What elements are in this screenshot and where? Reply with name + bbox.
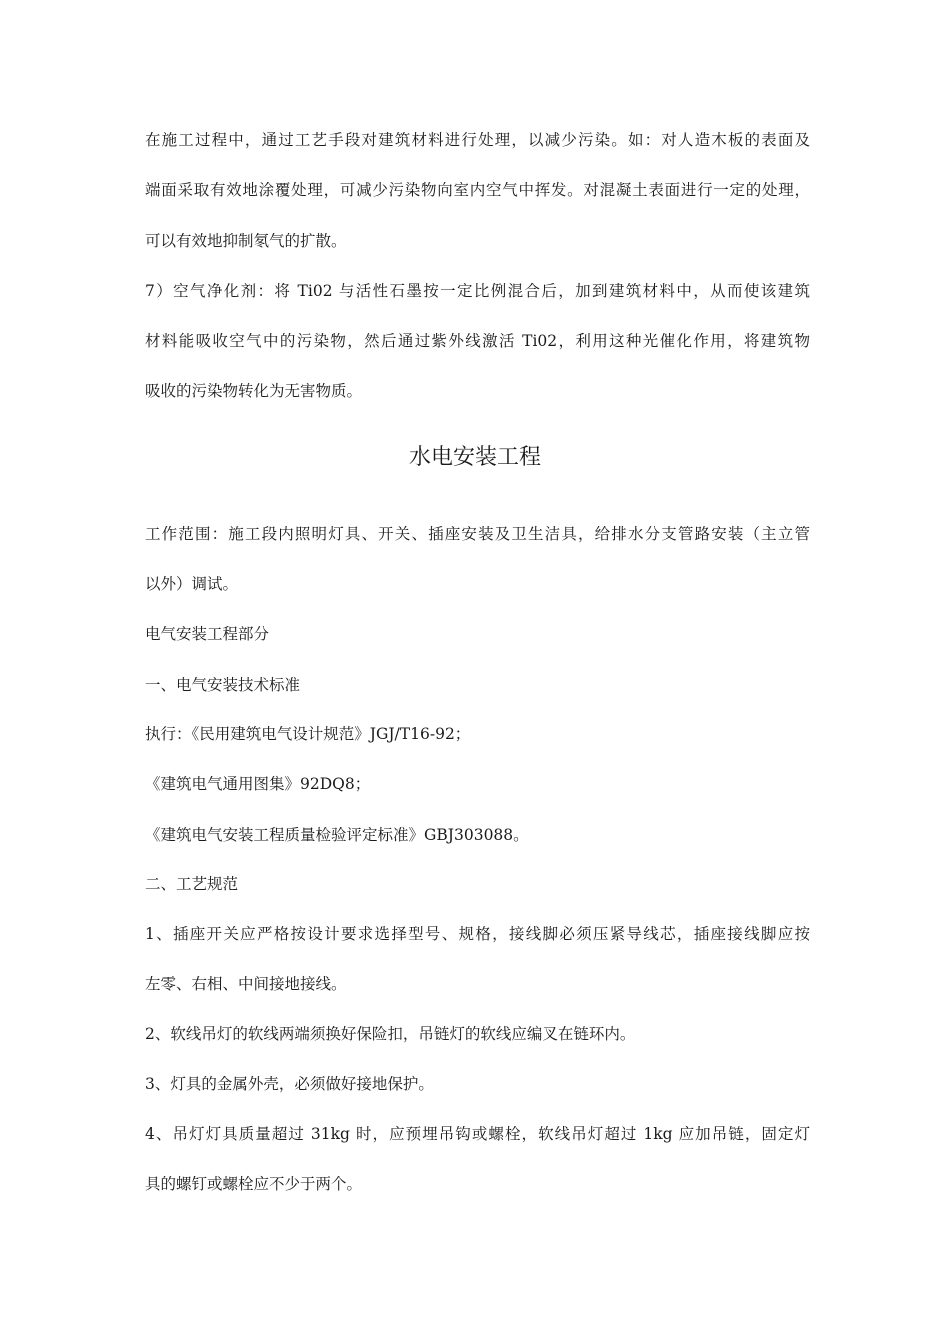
scope-line-1: 工作范围：施工段内照明灯具、开关、插座安装及卫生洁具，给排水分支管路安装（主立管 [145,525,810,543]
process-rule-4-line-1: 4、吊灯灯具质量超过 31kg 时，应预埋吊钩或螺栓，软线吊灯超过 1kg 应加吊链，固定灯 [145,1125,810,1143]
intro-paragraph-line-1: 在施工过程中，通过工艺手段对建筑材料进行处理，以减少污染。如：对人造木板的表面及 [145,131,810,149]
section-title: 水电安装工程 [408,445,541,470]
standard-item-3: 《建筑电气安装工程质量检验评定标准》GBJ303088。 [145,826,529,844]
standard-item-2: 《建筑电气通用图集》92DQ8； [145,775,371,793]
process-heading: 二、工艺规范 [145,875,239,893]
scope-line-2: 以外）调试。 [145,575,239,593]
process-rule-1-line-1: 1、插座开关应严格按设计要求选择型号、规格，接线脚必须压紧导线芯，插座接线脚应按 [145,925,810,943]
process-rule-3: 3、灯具的金属外壳，必须做好接地保护。 [145,1075,434,1093]
process-rule-2: 2、软线吊灯的软线两端须换好保险扣，吊链灯的软线应编叉在链环内。 [145,1025,636,1043]
standard-item-1: 执行：《民用建筑电气设计规范》JGJ/T16-92； [145,725,471,743]
intro-paragraph-line-3: 可以有效地抑制氡气的扩散。 [145,232,347,250]
item-7-line-3: 吸收的污染物转化为无害物质。 [145,382,363,400]
standards-heading: 一、电气安装技术标准 [145,676,301,694]
process-rule-1-line-2: 左零、右相、中间接地接线。 [145,975,347,993]
item-7-line-1: 7）空气净化剂：将 Ti02 与活性石墨按一定比例混合后，加到建筑材料中，从而使该建筑 [145,282,810,300]
process-rule-4-line-2: 具的螺钉或螺栓应不少于两个。 [145,1175,363,1193]
electrical-part-heading: 电气安装工程部分 [145,625,270,643]
intro-paragraph-line-2: 端面采取有效地涂覆处理，可减少污染物向室内空气中挥发。对混凝土表面进行一定的处理， [145,181,810,199]
item-7-line-2: 材料能吸收空气中的污染物，然后通过紫外线激活 Ti02，利用这种光催化作用，将建筑物 [145,332,810,350]
